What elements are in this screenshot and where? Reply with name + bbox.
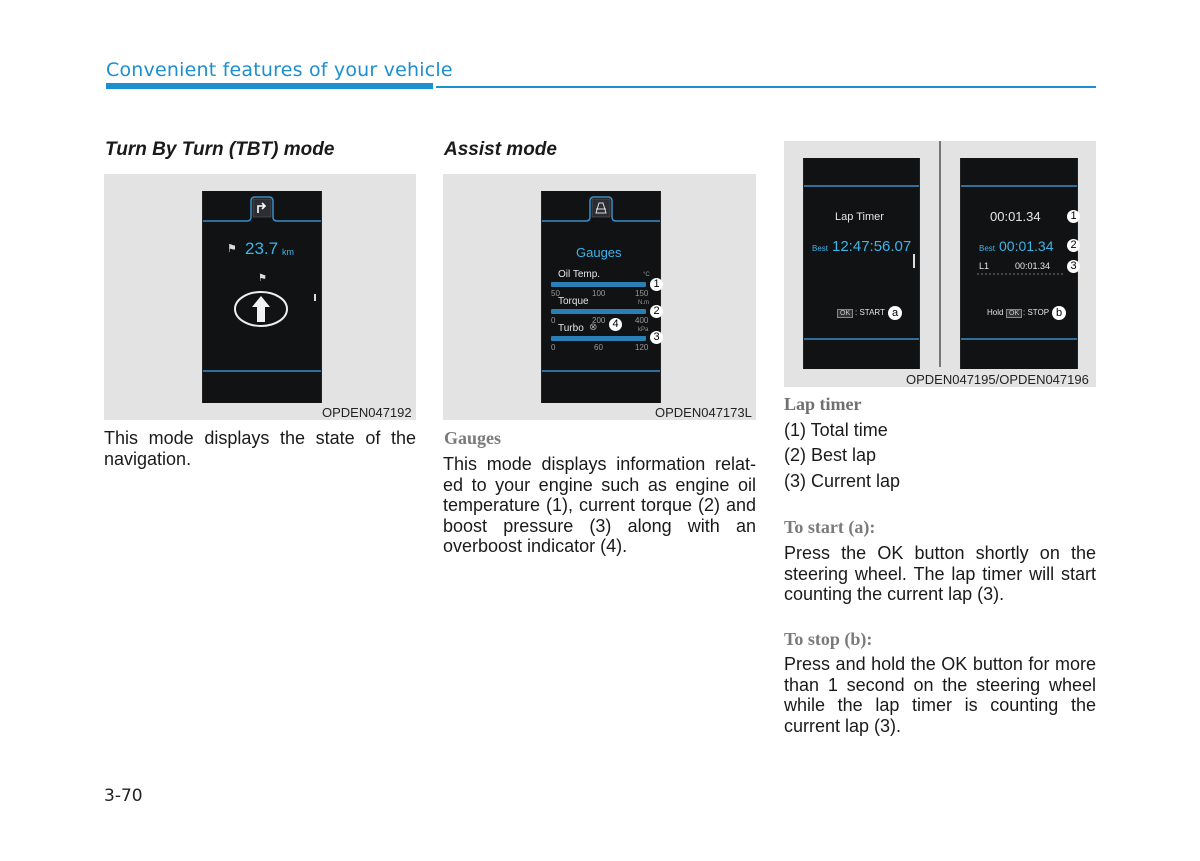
tbt-figure <box>104 174 416 420</box>
oil-tick-2: 150 <box>635 289 649 298</box>
left-best-time: 12:47:56.07 <box>832 238 912 255</box>
header-bar <box>106 83 433 89</box>
header-rule <box>436 86 1096 88</box>
turbo-tick-1: 60 <box>594 343 603 352</box>
lap-timer-start-screen <box>803 158 920 369</box>
torque-tick-1: 200 <box>592 316 606 325</box>
lap-list-item-2: (2) Best lap <box>784 445 877 465</box>
hold-label: Hold <box>987 308 1004 317</box>
oil-tick-1: 100 <box>592 289 606 298</box>
torque-bar <box>551 309 646 314</box>
figure-divider <box>939 141 941 367</box>
stop-heading: To stop (b): <box>784 629 873 649</box>
oil-temp-label: Oil Temp. <box>558 269 601 280</box>
marker-a: a <box>888 306 902 320</box>
tbt-heading: Turn By Turn (TBT) mode <box>105 139 335 160</box>
right-best-time: 00:01.34 <box>999 238 1054 254</box>
turbo-tick-2: 120 <box>635 343 649 352</box>
start-screen-frame <box>804 158 919 369</box>
marker-2: 2 <box>650 305 663 318</box>
torque-tick-2: 400 <box>635 316 649 325</box>
gauges-title: Gauges <box>576 245 622 260</box>
marker-3-lap: 3 <box>1067 260 1080 273</box>
oil-tick-0: 50 <box>551 289 560 298</box>
total-time: 00:01.34 <box>990 209 1041 224</box>
right-stop-label: : STOP <box>1023 308 1050 317</box>
tbt-distance-unit: km <box>282 247 294 257</box>
left-start-label: : START <box>855 308 885 317</box>
tbt-text: This mode displays the state of the navigation. <box>104 428 416 469</box>
lap-list-item-1: (1) Total time <box>784 420 888 440</box>
stop-text: Press and hold the OK button for more than 1 second on the steering wheel while the lap timer is counting the current lap (3). <box>784 654 1096 736</box>
lap-timer-figure <box>784 141 1096 387</box>
start-heading: To start (a): <box>784 517 876 537</box>
turbo-label: Turbo <box>558 323 584 334</box>
right-best-label: Best <box>979 244 996 253</box>
overboost-icon: ⊗ <box>589 322 598 333</box>
left-best-label: Best <box>812 244 829 253</box>
destination-flag-icon: ⚑ <box>258 273 267 284</box>
gauges-text: This mode displays information relat-ed to your engine such as engine oil temperature (1), current torque (2) and boost pressure (3) along with an overboost indicator (4). <box>443 454 756 556</box>
flag-icon: ⚑ <box>227 243 237 255</box>
left-ok-button: OK <box>837 309 853 318</box>
lap-timer-stop-screen <box>960 158 1078 369</box>
assist-heading: Assist mode <box>444 139 557 160</box>
lap-timer-title: Lap Timer <box>835 211 884 223</box>
lap-timer-heading: Lap timer <box>784 394 862 414</box>
gauges-caption: OPDEN047173L <box>655 405 752 420</box>
oil-temp-unit: °C <box>643 272 650 278</box>
turbo-unit: kPa <box>638 327 649 333</box>
right-ok-button: OK <box>1006 309 1022 318</box>
marker-b: b <box>1052 306 1066 320</box>
oil-temp-bar <box>551 282 646 287</box>
lap-list-item-3: (3) Current lap <box>784 471 901 491</box>
marker-3: 3 <box>650 331 663 344</box>
gauges-subheading: Gauges <box>444 428 502 448</box>
gauges-figure <box>443 174 756 420</box>
start-text: Press the OK button shortly on the steering wheel. The lap timer will start counting the current lap (3). <box>784 543 1096 604</box>
gauges-screen <box>541 191 661 403</box>
tbt-distance: 23.7 <box>245 239 279 258</box>
tbt-screen <box>202 191 322 403</box>
marker-1: 1 <box>650 278 663 291</box>
turbo-bar <box>551 336 646 341</box>
section-title: Convenient features of your vehicle <box>106 59 453 81</box>
tbt-caption: OPDEN047192 <box>322 405 412 420</box>
marker-2-lap: 2 <box>1067 239 1080 252</box>
current-lap-time: 00:01.34 <box>1015 261 1051 271</box>
current-lap-label: L1 <box>979 261 990 271</box>
page-number: 3-70 <box>104 786 143 806</box>
marker-1-lap: 1 <box>1067 210 1080 223</box>
marker-4: 4 <box>609 318 622 331</box>
torque-label: Torque <box>558 296 589 307</box>
lap-timer-caption: OPDEN047195/OPDEN047196 <box>906 372 1089 387</box>
straight-arrow-icon <box>233 290 289 328</box>
torque-tick-0: 0 <box>551 316 556 325</box>
turbo-tick-0: 0 <box>551 343 556 352</box>
torque-unit: N.m <box>638 300 649 306</box>
